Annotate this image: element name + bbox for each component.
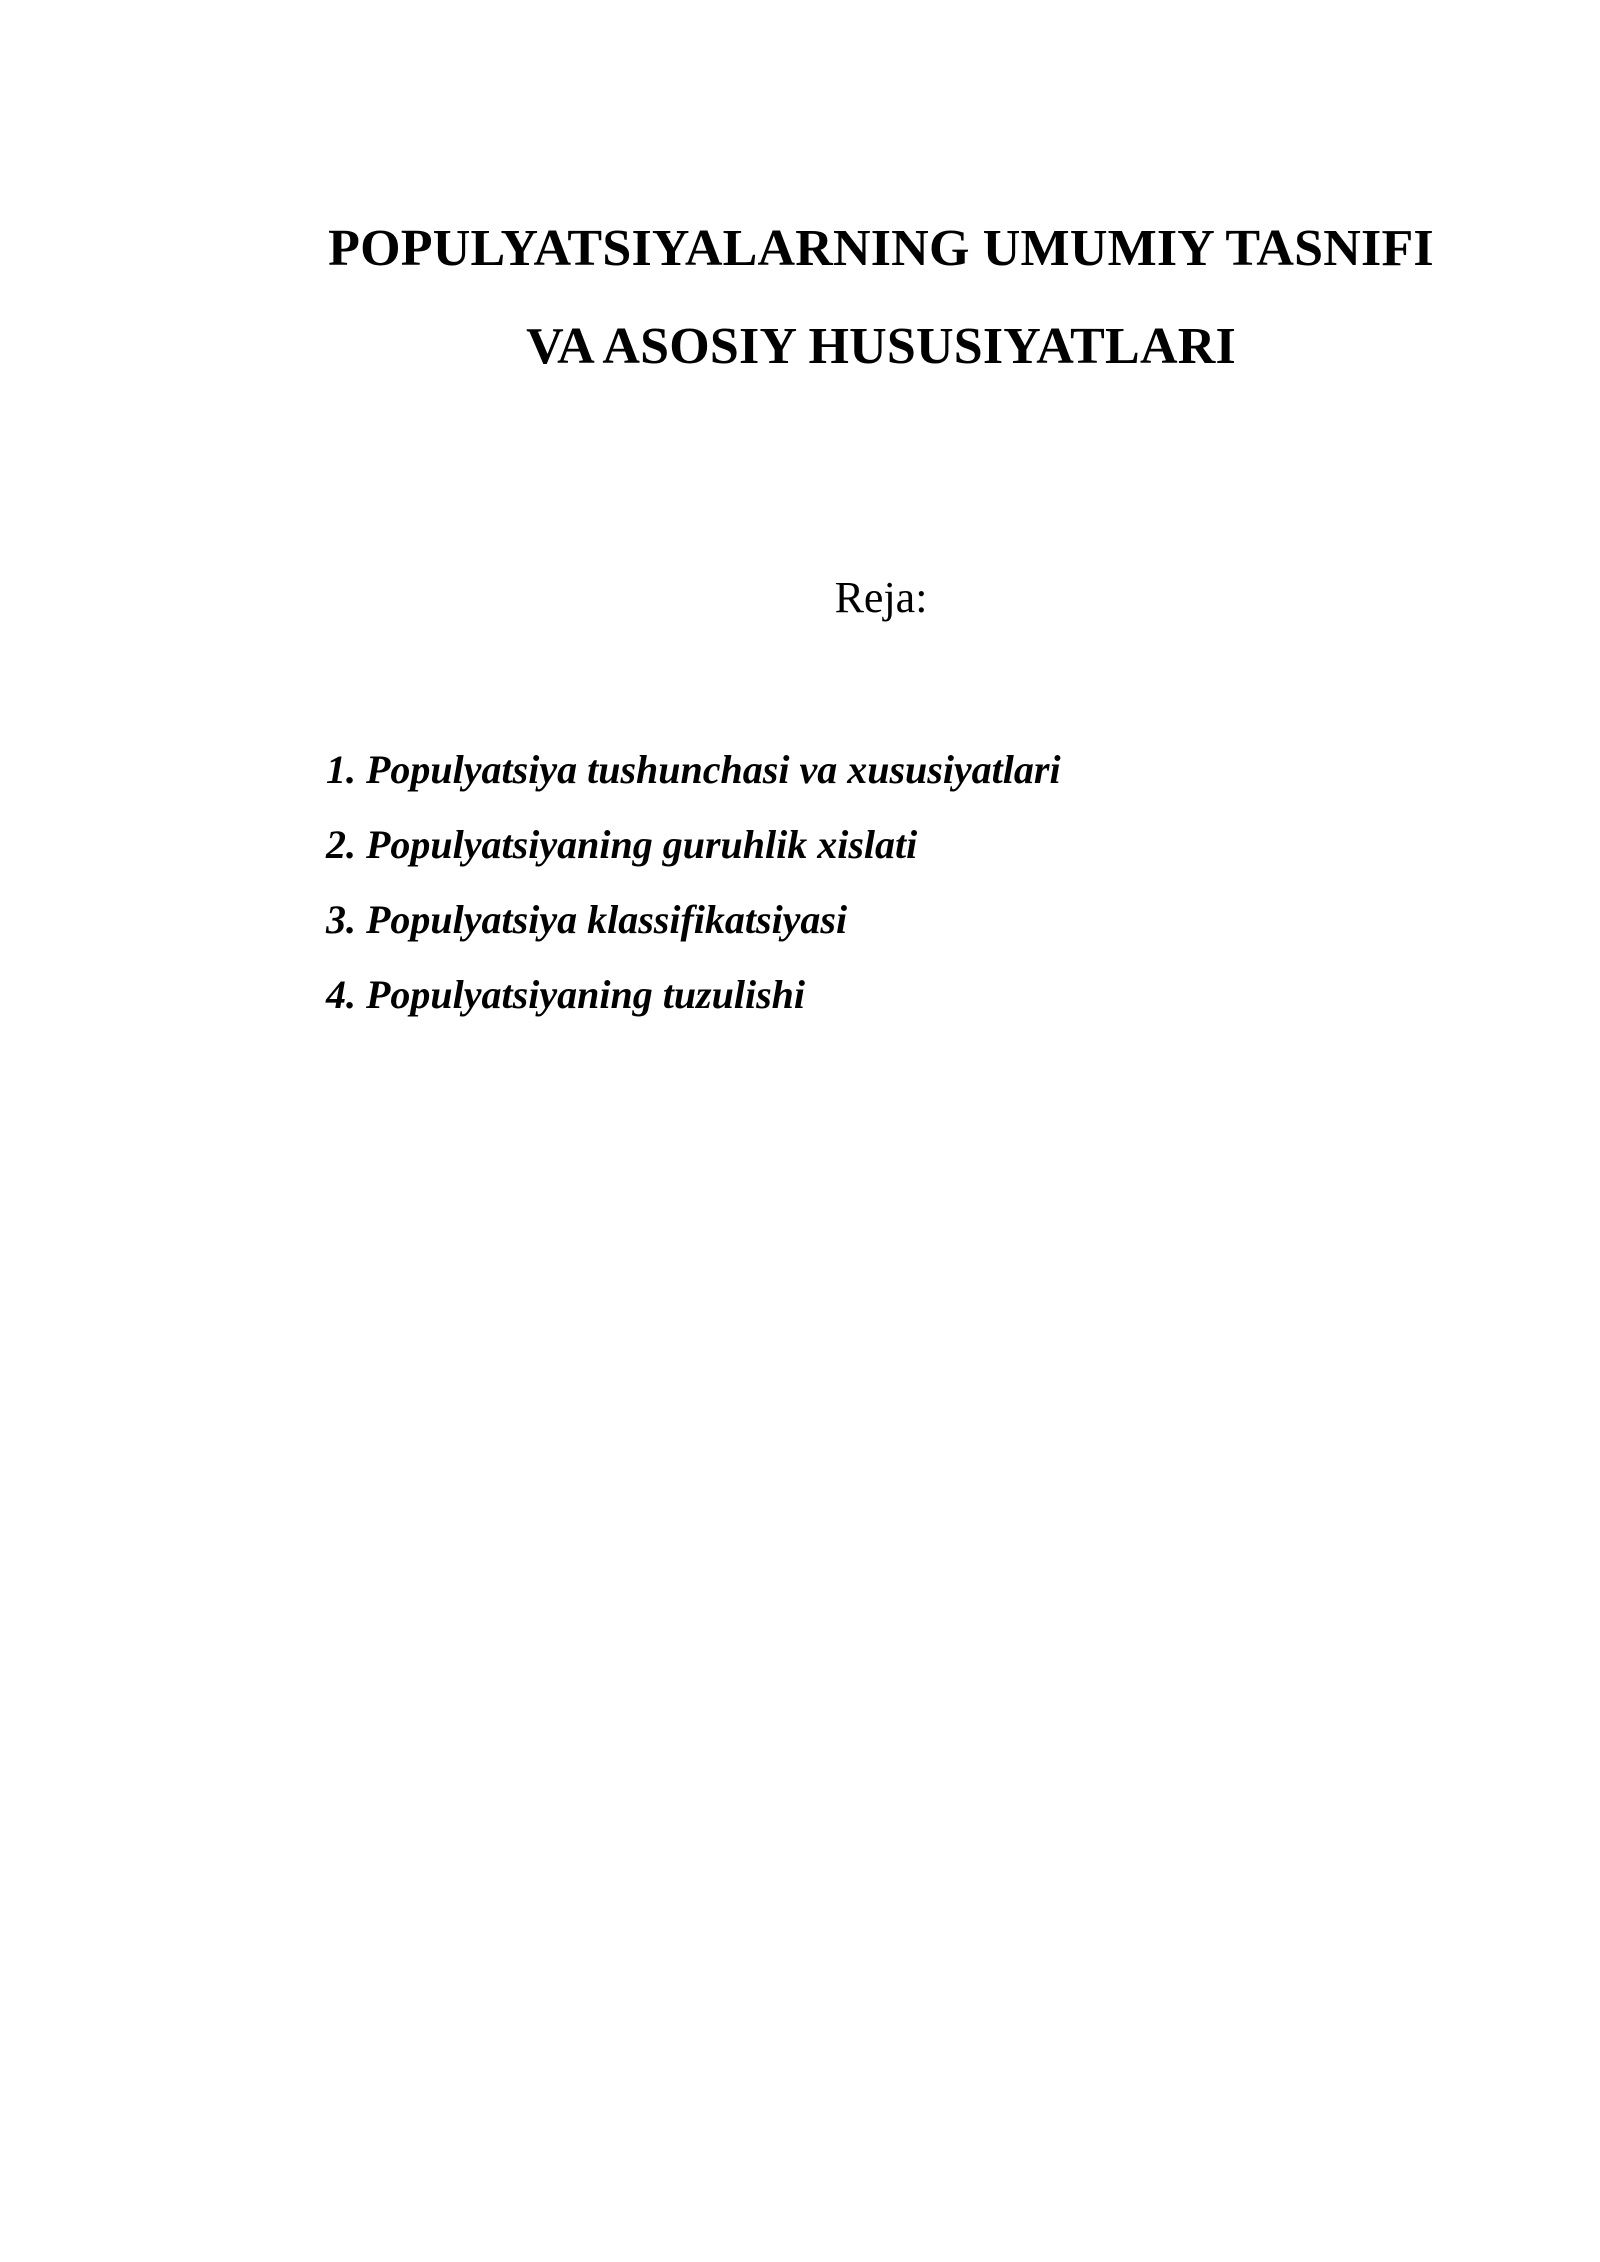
plan-list [326, 732, 1061, 1032]
plan-item-2: 2. Populyatsiyaning guruhlik xislati [326, 822, 918, 867]
plan-heading: Reja: [834, 573, 928, 622]
document-title [300, 200, 1462, 396]
plan-item-4: 4. Populyatsiyaning tuzulishi [326, 972, 806, 1017]
title-line-2: VA ASOSIY HUSUSIYATLARI [526, 318, 1236, 375]
plan-item-1: 1. Populyatsiya tushunchasi va xususiyatlari [326, 747, 1061, 792]
title-line-1: POPULYATSIYALARNING UMUMIY TASNIFI [328, 220, 1434, 277]
plan-item-3: 3. Populyatsiya klassifikatsiyasi [326, 897, 848, 942]
